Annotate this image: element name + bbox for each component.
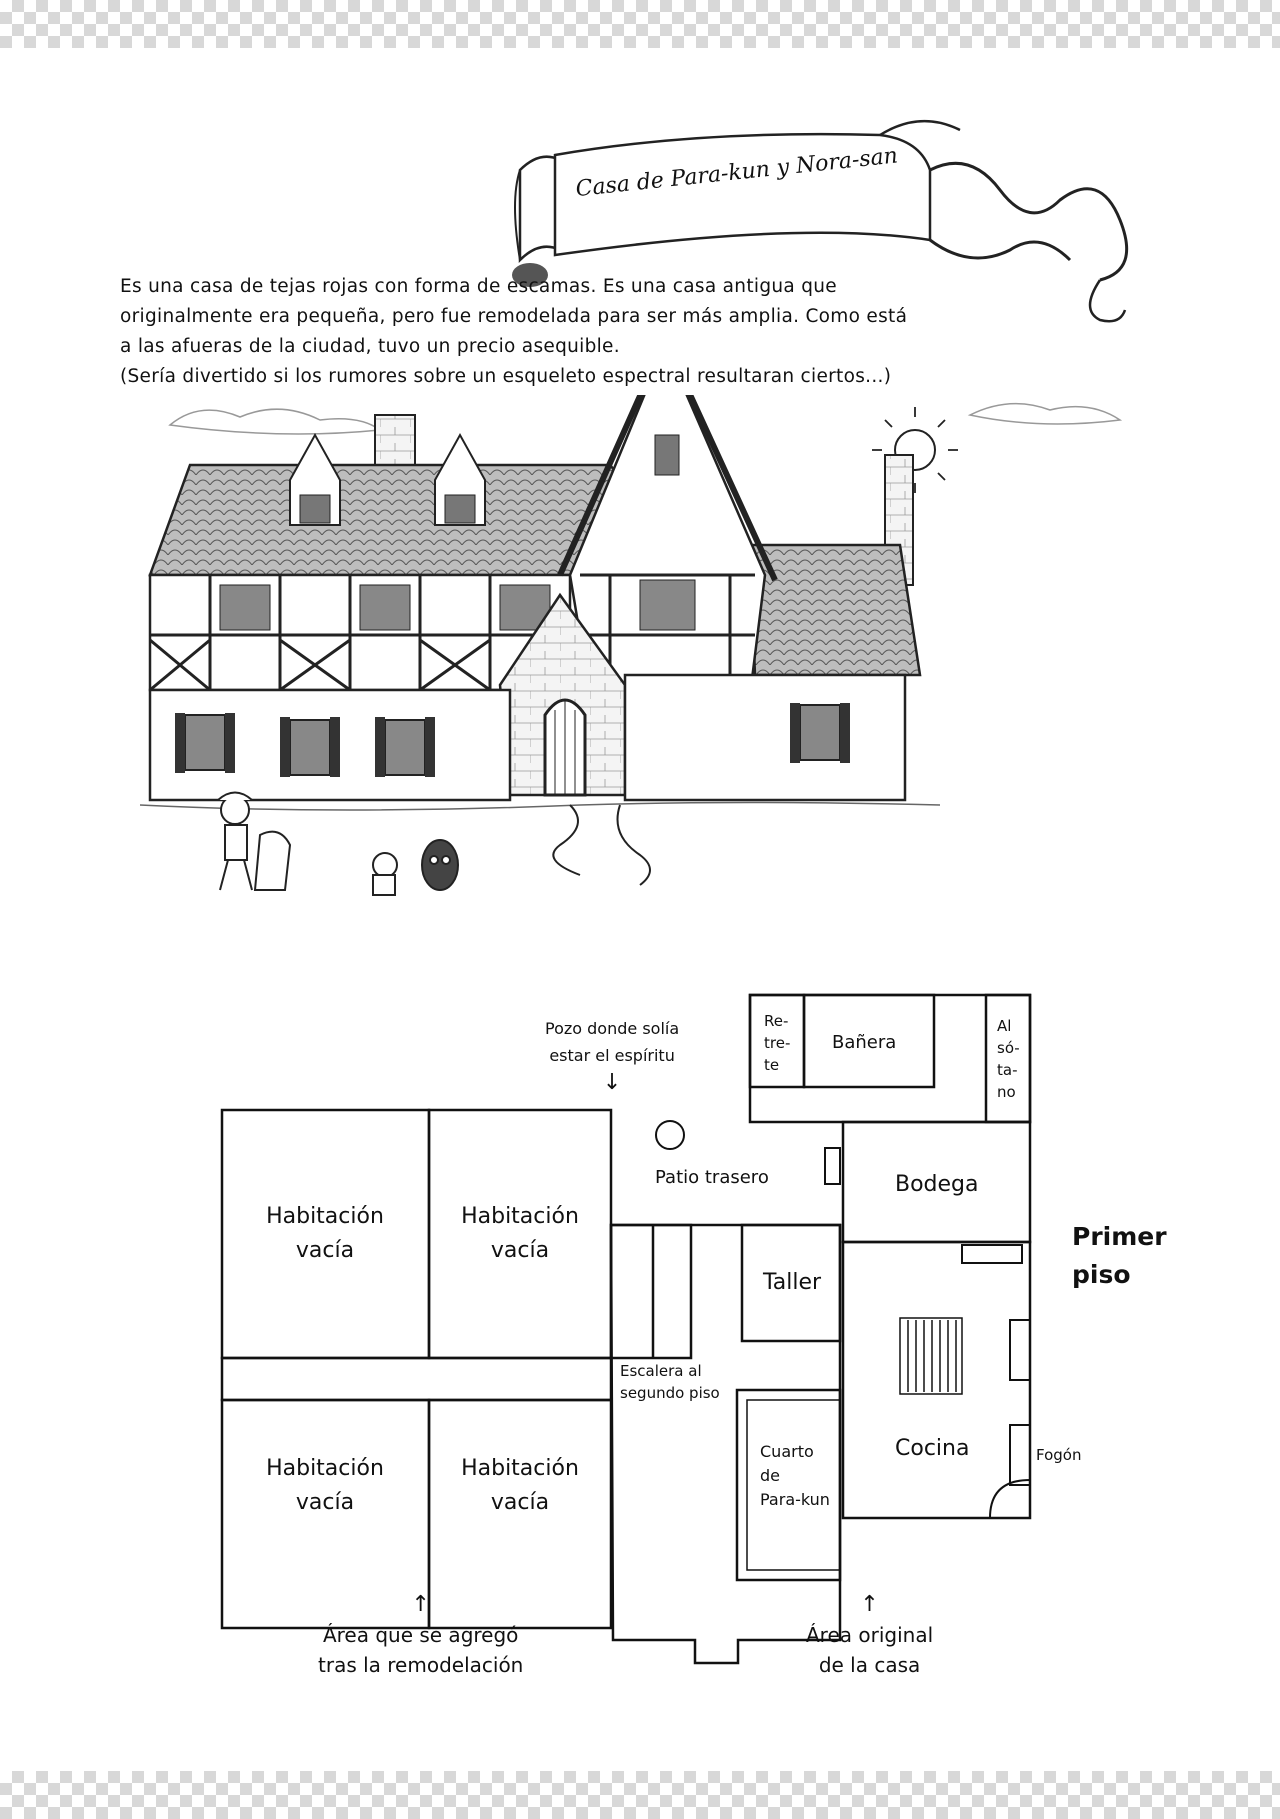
- up-arrow-icon: ↑: [411, 1592, 430, 1617]
- intro-line: Es una casa de tejas rojas con forma de escamas. Es una casa antigua que: [120, 276, 837, 297]
- room-empty-2: [435, 1200, 605, 1268]
- well-annotation-line: Pozo donde solía: [545, 1019, 680, 1038]
- original-area-line: de la casa: [818, 1653, 921, 1677]
- room-label: Habitación: [266, 1204, 384, 1229]
- room-empty-4: [435, 1452, 605, 1520]
- stairs-label-line: Escalera al: [620, 1362, 702, 1380]
- well-annotation-line: estar el espíritu: [549, 1046, 675, 1065]
- intro-line: (Sería divertido si los rumores sobre un esqueleto espectral resultaran ciertos...): [120, 366, 892, 387]
- para-room-label-line: de: [760, 1466, 780, 1485]
- floor-label: [1072, 1218, 1167, 1294]
- kitchen-label: Cocina: [895, 1436, 970, 1461]
- toilet-label-line: tre-: [764, 1034, 791, 1052]
- toilet-label-line: Re-: [764, 1012, 789, 1030]
- basement-label: [997, 1015, 1020, 1103]
- well-annotation: [545, 1015, 679, 1096]
- up-arrow-icon: ↑: [860, 1592, 879, 1617]
- workshop-label: Taller: [763, 1270, 822, 1295]
- room-label: Habitación: [461, 1204, 579, 1229]
- original-area-line: Área original: [806, 1623, 934, 1647]
- down-arrow-icon: ↓: [602, 1070, 622, 1095]
- stairs-label-line: segundo piso: [620, 1384, 720, 1402]
- basement-label-line: Al: [997, 1017, 1012, 1035]
- intro-line: originalmente era pequeña, pero fue remodelada para ser más amplia. Como está: [120, 306, 908, 327]
- room-empty-3: [240, 1452, 410, 1520]
- basement-label-line: só-: [997, 1039, 1020, 1057]
- original-area-annotation: [806, 1590, 933, 1680]
- para-room-label: [760, 1440, 830, 1512]
- room-label: vacía: [490, 1238, 550, 1263]
- banner-title: Casa de Para-kun y Nora-san: [574, 143, 899, 203]
- room-label: vacía: [490, 1490, 550, 1515]
- floor-label-line-2: piso: [1072, 1260, 1131, 1289]
- para-room-label-line: Cuarto: [760, 1442, 814, 1461]
- toilet-label: [764, 1010, 790, 1076]
- stairs-outline: [611, 1225, 691, 1358]
- toilet-label-line: te: [764, 1056, 780, 1074]
- added-area-annotation: [318, 1590, 523, 1680]
- top-block-outline: [750, 995, 1030, 1122]
- basement-label-line: ta-: [997, 1061, 1018, 1079]
- kitchen-outline: [843, 1242, 1030, 1518]
- bath-label: Bañera: [832, 1032, 897, 1053]
- room-empty-1: [240, 1200, 410, 1268]
- backyard-label: Patio trasero: [655, 1167, 769, 1188]
- room-label: vacía: [295, 1238, 355, 1263]
- corridor-left-outline: [222, 1358, 611, 1400]
- added-area-line: tras la remodelación: [318, 1653, 524, 1677]
- intro-line: a las afueras de la ciudad, tuvo un precio asequible.: [120, 336, 620, 357]
- stairs-label: [620, 1360, 720, 1404]
- storage-label: Bodega: [895, 1172, 979, 1197]
- room-label: Habitación: [266, 1456, 384, 1481]
- room-label: vacía: [295, 1490, 355, 1515]
- para-room-label-line: Para-kun: [760, 1490, 830, 1509]
- room-label: Habitación: [461, 1456, 579, 1481]
- floor-label-line-1: Primer: [1072, 1222, 1167, 1251]
- added-area-line: Área que se agregó: [322, 1623, 519, 1647]
- basement-label-line: no: [997, 1083, 1016, 1101]
- well-icon: [656, 1121, 684, 1149]
- stove-label: Fogón: [1036, 1446, 1082, 1464]
